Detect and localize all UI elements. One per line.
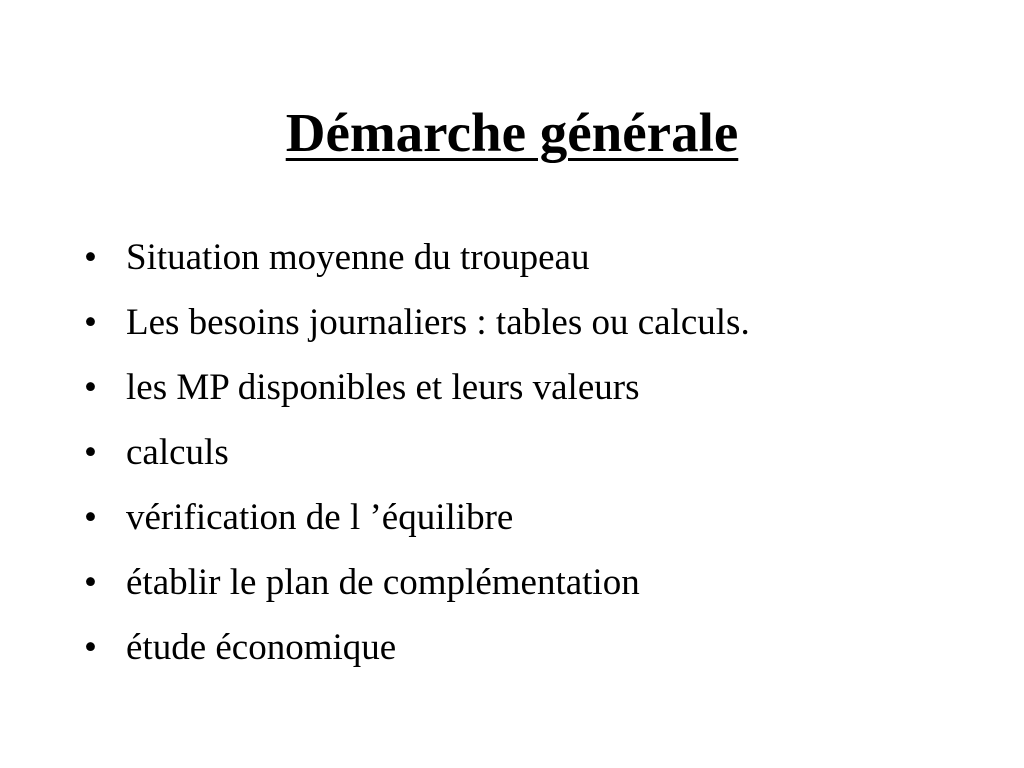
bullet-icon: • [84,302,97,343]
list-item-text: étude économique [126,627,397,668]
bullet-icon: • [84,497,97,538]
slide-title: Démarche générale [285,102,739,163]
list-item-text: les MP disponibles et leurs valeurs [126,367,640,408]
list-item-text: Les besoins journaliers : tables ou calculs. [126,302,750,343]
bullet-icon: • [84,627,97,668]
bullet-icon: • [84,237,97,278]
bullet-icon: • [84,432,97,473]
list-item-text: vérification de l ’équilibre [126,497,514,538]
bullet-icon: • [84,562,97,603]
list-item-text: calculs [126,432,229,473]
list-item-text: Situation moyenne du troupeau [126,237,590,278]
bullet-icon: • [84,367,97,408]
list-item-text: établir le plan de complémentation [126,562,640,603]
